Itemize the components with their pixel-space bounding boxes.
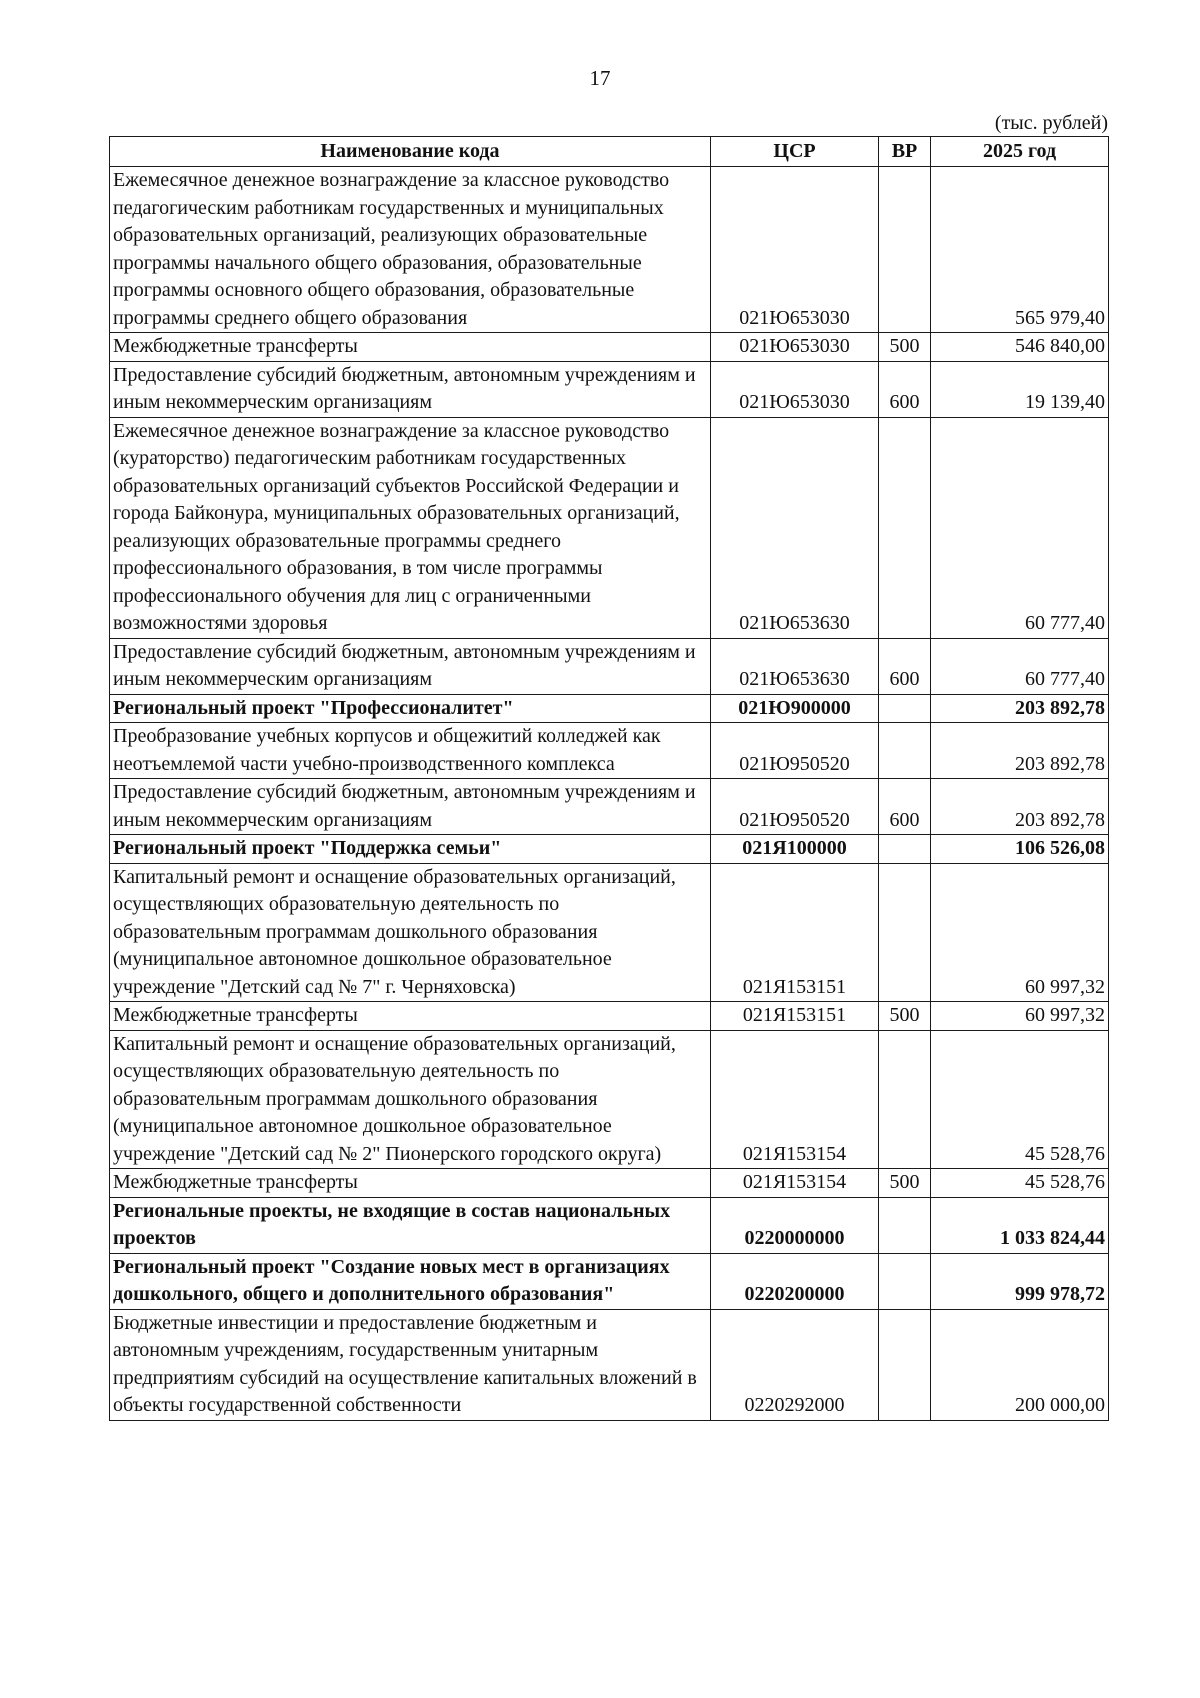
table-row (110, 1030, 1109, 1169)
row-csr: 021Я100000 (711, 835, 879, 864)
row-vr: 500 (879, 1169, 931, 1198)
row-csr: 021Ю900000 (711, 694, 879, 723)
row-amount: 106 526,08 (931, 835, 1109, 864)
row-csr: 021Ю653630 (711, 417, 879, 638)
row-vr: 600 (879, 779, 931, 835)
row-amount: 203 892,78 (931, 694, 1109, 723)
table-row (110, 1169, 1109, 1198)
row-vr (879, 167, 931, 333)
row-name: Предоставление субсидий бюджетным, автономным учреждениям и иным некоммерческим организациям (110, 638, 711, 694)
table-row (110, 723, 1109, 779)
row-vr (879, 1030, 931, 1169)
units-label: (тыс. рублей) (994, 112, 1108, 134)
row-csr: 021Я153151 (711, 863, 879, 1002)
row-amount: 60 997,32 (931, 863, 1109, 1002)
header-name: Наименование кода (110, 137, 711, 167)
table-header-row (110, 137, 1109, 167)
row-vr: 500 (879, 333, 931, 362)
row-amount: 546 840,00 (931, 333, 1109, 362)
header-amount: 2025 год (931, 137, 1109, 167)
table-row (110, 361, 1109, 417)
row-amount: 200 000,00 (931, 1309, 1109, 1420)
row-vr (879, 1253, 931, 1309)
table-row-section (110, 1253, 1109, 1309)
table-row (110, 417, 1109, 638)
row-csr: 021Я153151 (711, 1002, 879, 1031)
header-csr: ЦСР (711, 137, 879, 167)
row-vr (879, 1197, 931, 1253)
row-vr (879, 1309, 931, 1420)
row-csr: 0220292000 (711, 1309, 879, 1420)
row-name: Региональный проект "Профессионалитет" (110, 694, 711, 723)
row-vr (879, 694, 931, 723)
row-csr: 021Ю653030 (711, 361, 879, 417)
row-amount: 60 777,40 (931, 417, 1109, 638)
table-row (110, 1309, 1109, 1420)
table-row-section (110, 694, 1109, 723)
row-name: Ежемесячное денежное вознаграждение за классное руководство педагогическим работникам государственных и муниципальных образовательных организаций, реализующих образовательные программы начального общего образования, образовательные программы основного общего образования, образовательные программы среднего общего образования (110, 167, 711, 333)
row-amount: 45 528,76 (931, 1030, 1109, 1169)
row-amount: 203 892,78 (931, 779, 1109, 835)
table-row (110, 1002, 1109, 1031)
table-row-section (110, 835, 1109, 864)
table-row (110, 167, 1109, 333)
row-vr: 600 (879, 638, 931, 694)
page-number: 17 (589, 66, 611, 90)
table-row (110, 333, 1109, 362)
row-csr: 021Я153154 (711, 1030, 879, 1169)
row-name: Межбюджетные трансферты (110, 1002, 711, 1031)
row-csr: 021Ю653030 (711, 167, 879, 333)
row-name: Региональный проект "Поддержка семьи" (110, 835, 711, 864)
row-csr: 021Ю950520 (711, 779, 879, 835)
row-name: Преобразование учебных корпусов и общежитий колледжей как неотъемлемой части учебно-производственного комплекса (110, 723, 711, 779)
row-amount: 60 777,40 (931, 638, 1109, 694)
row-vr: 500 (879, 1002, 931, 1031)
row-amount: 999 978,72 (931, 1253, 1109, 1309)
row-amount: 565 979,40 (931, 167, 1109, 333)
row-name: Региональные проекты, не входящие в состав национальных проектов (110, 1197, 711, 1253)
row-csr: 021Ю653030 (711, 333, 879, 362)
row-name: Ежемесячное денежное вознаграждение за классное руководство (кураторство) педагогическим работникам государственных образовательных организаций субъектов Российской Федерации и города Байконура, муниципальных образовательных организаций, реализующих образовательные программы среднего профессионального образования, в том числе программы профессионального обучения для лиц с ограниченными возможностями здоровья (110, 417, 711, 638)
row-csr: 021Ю950520 (711, 723, 879, 779)
row-vr (879, 417, 931, 638)
table-row (110, 638, 1109, 694)
row-name: Капитальный ремонт и оснащение образовательных организаций, осуществляющих образовательную деятельность по образовательным программам дошкольного образования (муниципальное автономное дошкольное образовательное учреждение "Детский сад № 7" г. Черняховска) (110, 863, 711, 1002)
row-csr: 021Ю653630 (711, 638, 879, 694)
row-vr (879, 723, 931, 779)
row-amount: 60 997,32 (931, 1002, 1109, 1031)
row-name: Предоставление субсидий бюджетным, автономным учреждениям и иным некоммерческим организациям (110, 361, 711, 417)
row-amount: 45 528,76 (931, 1169, 1109, 1198)
budget-table (109, 136, 1109, 1421)
row-vr (879, 863, 931, 1002)
table-row (110, 863, 1109, 1002)
row-name: Капитальный ремонт и оснащение образовательных организаций, осуществляющих образовательную деятельность по образовательным программам дошкольного образования (муниципальное автономное дошкольное образовательное учреждение "Детский сад № 2" Пионерского городского округа) (110, 1030, 711, 1169)
row-csr: 0220200000 (711, 1253, 879, 1309)
row-name: Межбюджетные трансферты (110, 1169, 711, 1198)
table-row-section (110, 1197, 1109, 1253)
row-amount: 1 033 824,44 (931, 1197, 1109, 1253)
row-name: Региональный проект "Создание новых мест в организациях дошкольного, общего и дополнительного образования" (110, 1253, 711, 1309)
row-vr (879, 835, 931, 864)
row-csr: 021Я153154 (711, 1169, 879, 1198)
row-name: Межбюджетные трансферты (110, 333, 711, 362)
row-name: Бюджетные инвестиции и предоставление бюджетным и автономным учреждениям, государственным унитарным предприятиям субсидий на осуществление капитальных вложений в объекты государственной собственности (110, 1309, 711, 1420)
row-csr: 0220000000 (711, 1197, 879, 1253)
row-amount: 19 139,40 (931, 361, 1109, 417)
row-name: Предоставление субсидий бюджетным, автономным учреждениям и иным некоммерческим организациям (110, 779, 711, 835)
table-row (110, 779, 1109, 835)
row-amount: 203 892,78 (931, 723, 1109, 779)
row-vr: 600 (879, 361, 931, 417)
header-vr: ВР (879, 137, 931, 167)
